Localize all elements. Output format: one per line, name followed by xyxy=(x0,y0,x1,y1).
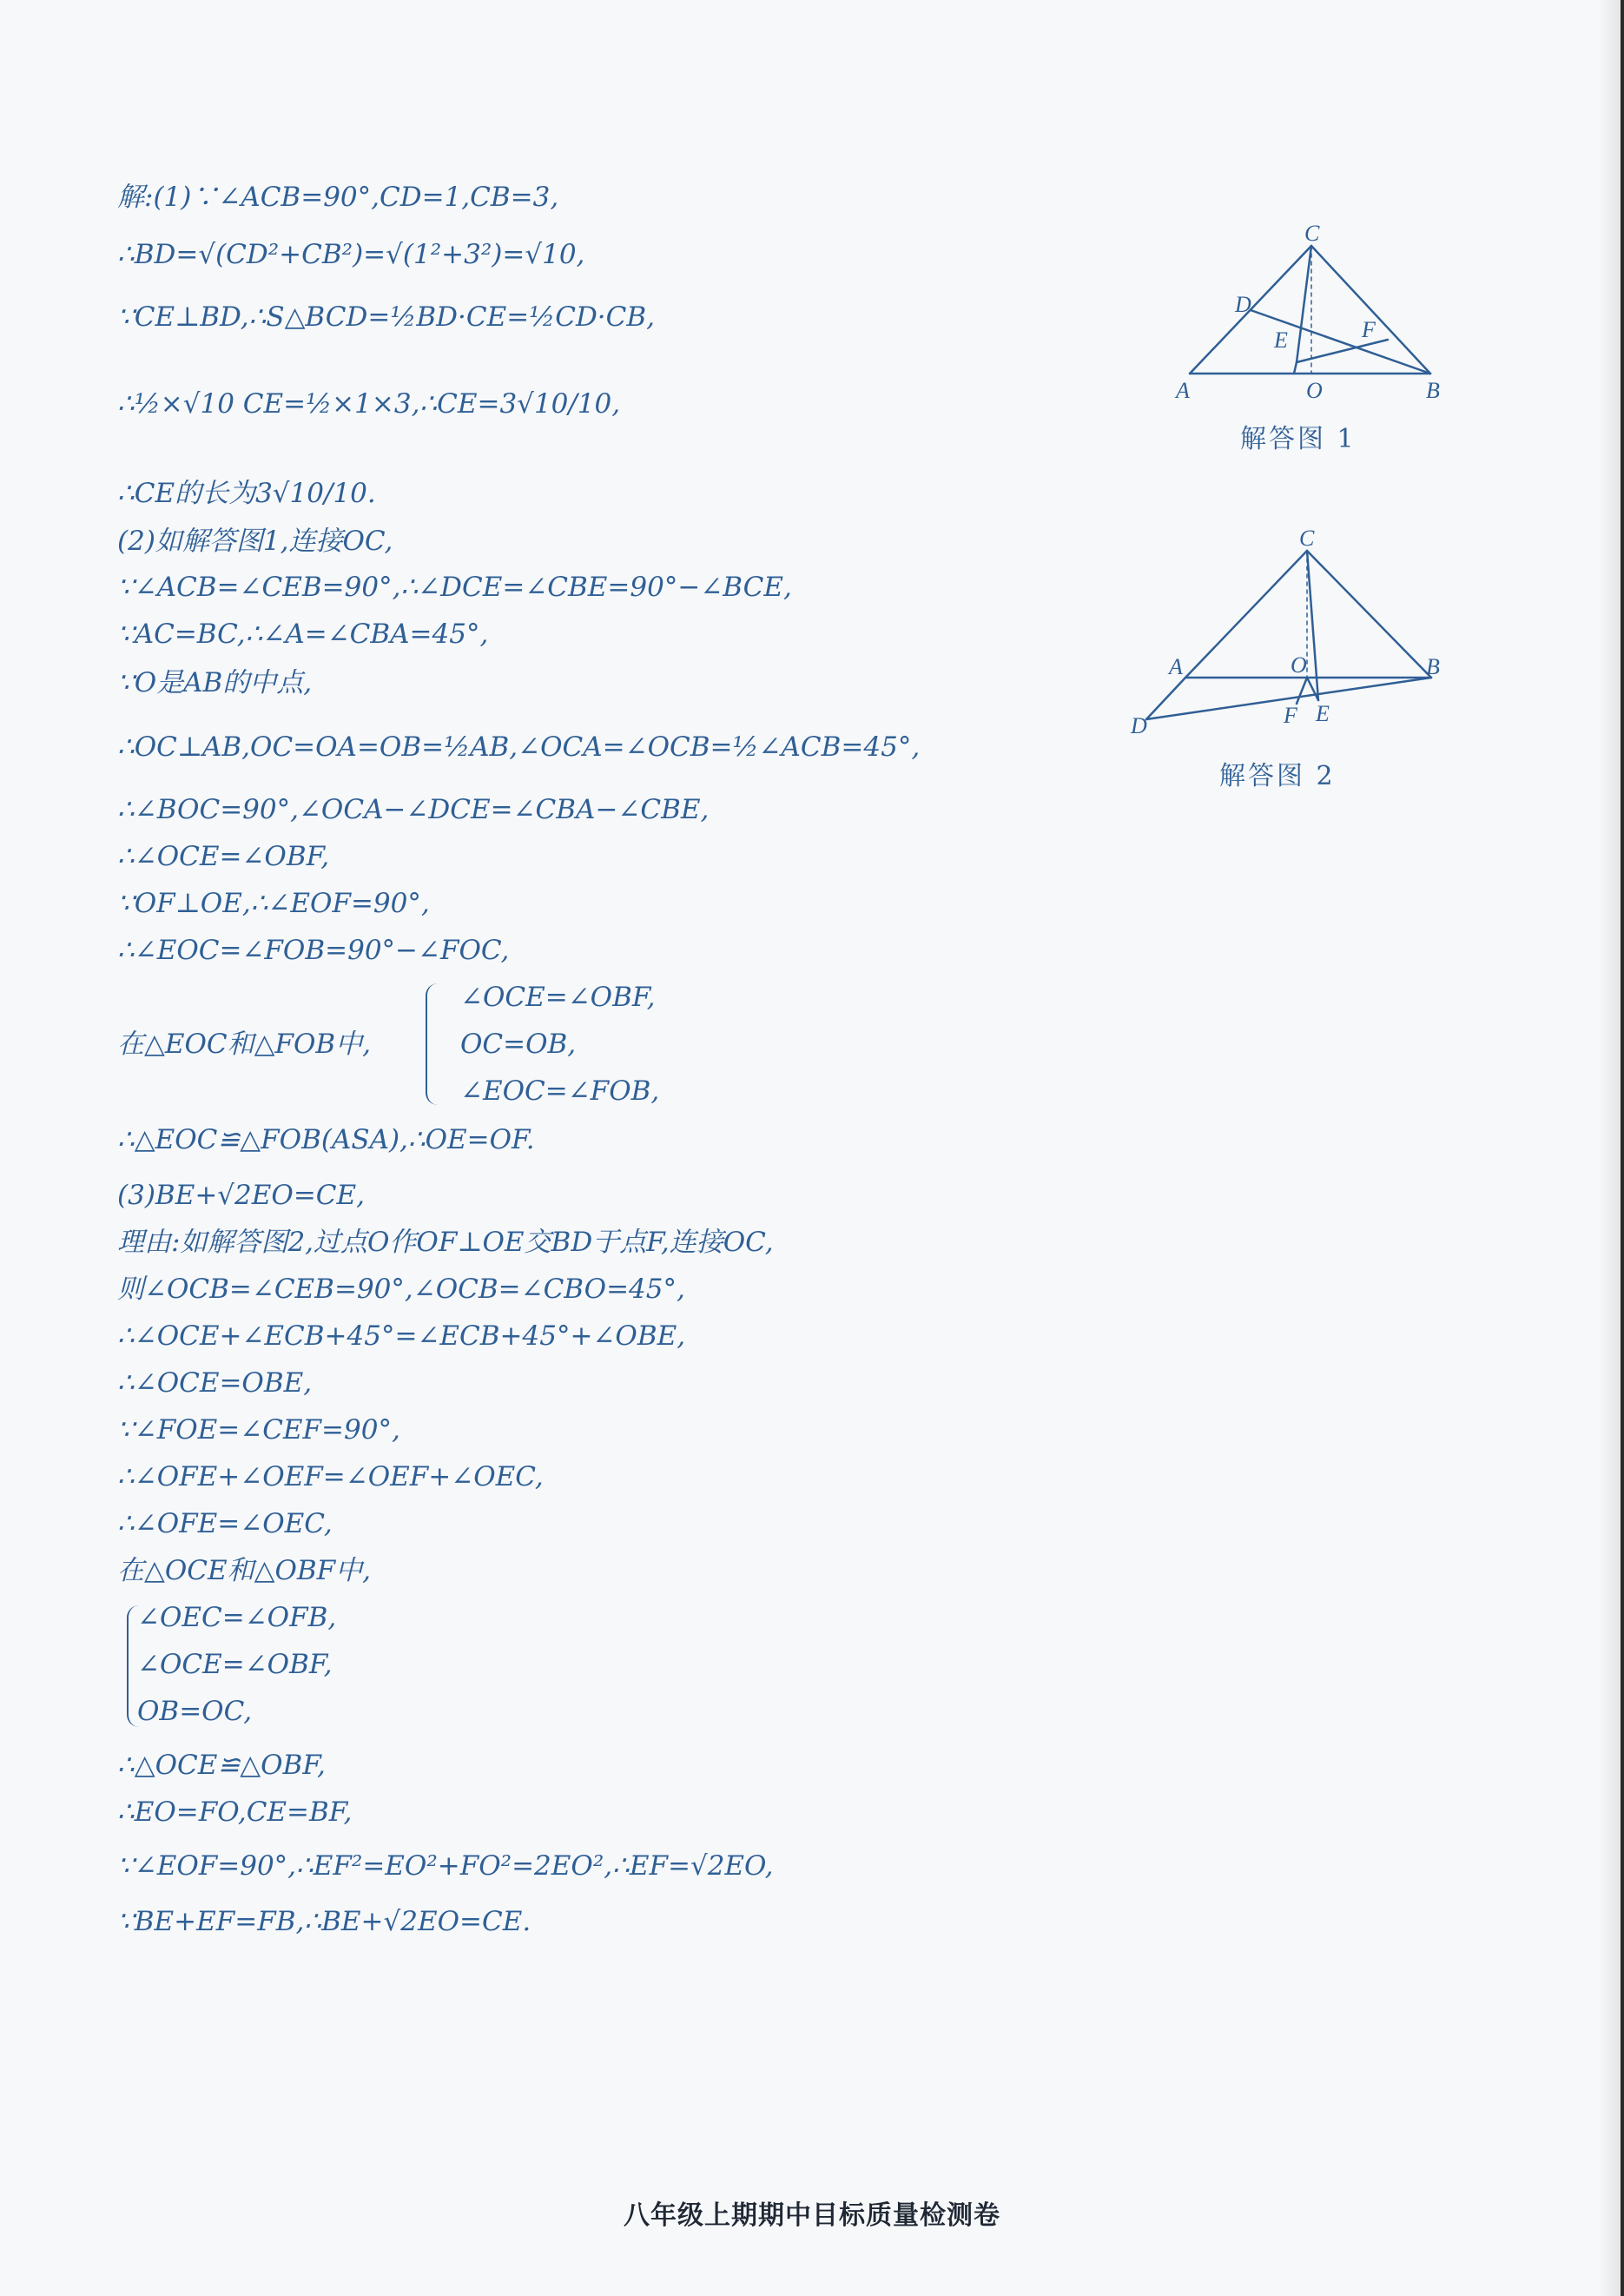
page-footer: 八年级上期期中目标质量检测卷 xyxy=(624,2200,1000,2231)
solution-line: 则∠OCB=∠CEB=90°,∠OCB=∠CBO=45°, xyxy=(117,1274,685,1305)
system-condition: ∠OEC=∠OFB, xyxy=(137,1602,337,1633)
solution-line: ∵∠FOE=∠CEF=90°, xyxy=(117,1414,400,1446)
figure-2 xyxy=(1120,530,1459,742)
solution-line: ∴∠EOC=∠FOB=90°−∠FOC, xyxy=(117,935,510,966)
system-condition: ∠OCE=∠OBF, xyxy=(460,982,656,1013)
figure-1-label-o: O xyxy=(1306,378,1323,403)
figure-1-label-b: B xyxy=(1426,378,1440,403)
solution-line: (2)如解答图1,连接OC, xyxy=(117,526,393,557)
figure-2-label-a: A xyxy=(1169,654,1183,679)
page-edge-shadow xyxy=(1598,0,1621,2296)
figure-1-label-a: A xyxy=(1176,378,1190,403)
figure-1-label-c: C xyxy=(1304,222,1320,246)
system-condition: OB=OC, xyxy=(137,1696,253,1727)
solution-line: ∴½×√10 CE=½×1×3,∴CE=3√10/10, xyxy=(117,388,621,420)
solution-line: 理由:如解答图2,过点O作OF⊥OE交BD于点F,连接OC, xyxy=(117,1227,774,1258)
system-condition: OC=OB, xyxy=(460,1029,577,1060)
solution-line: ∴BD=√(CD²+CB²)=√(1²+3²)=√10, xyxy=(117,239,585,270)
figure-1-caption: 解答图 1 xyxy=(1240,424,1357,454)
page-edge xyxy=(1621,0,1624,2296)
solution-line: ∴∠OCE=∠OBF, xyxy=(117,841,330,872)
solution-line: ∵BE+EF=FB,∴BE+√2EO=CE. xyxy=(117,1906,531,1937)
system-condition: ∠EOC=∠FOB, xyxy=(460,1075,660,1107)
solution-line: ∴∠OCE+∠ECB+45°=∠ECB+45°+∠OBE, xyxy=(117,1320,686,1352)
figure-1-label-f: F xyxy=(1362,317,1376,342)
solution-line: ∵CE⊥BD,∴S△BCD=½BD·CE=½CD·CB, xyxy=(117,301,656,333)
solution-line: (3)BE+√2EO=CE, xyxy=(117,1180,365,1211)
solution-line: ∵O是AB的中点, xyxy=(117,667,313,698)
figure-2-label-e: E xyxy=(1316,701,1330,726)
solution-line: ∴CE的长为3√10/10. xyxy=(117,478,376,509)
solution-line: ∴△EOC≌△FOB(ASA),∴OE=OF. xyxy=(117,1124,535,1155)
figure-2-label-o: O xyxy=(1291,652,1307,678)
figure-2-label-c: C xyxy=(1299,530,1315,551)
system-intro: 在△EOC和△FOB中, xyxy=(117,1029,372,1060)
solution-line: ∵OF⊥OE,∴∠EOF=90°, xyxy=(117,888,430,919)
figure-2-label-f: F xyxy=(1284,703,1297,728)
solution-line: ∴∠BOC=90°,∠OCA−∠DCE=∠CBA−∠CBE, xyxy=(117,794,710,825)
figure-1-label-e: E xyxy=(1274,328,1288,353)
solution-line: ∴∠OFE+∠OEF=∠OEF+∠OEC, xyxy=(117,1461,544,1492)
system-condition: ∠OCE=∠OBF, xyxy=(137,1649,333,1680)
figure-2-label-b: B xyxy=(1426,654,1440,679)
solution-line: ∴EO=FO,CE=BF, xyxy=(117,1796,353,1828)
figure-1-label-d: D xyxy=(1235,292,1251,317)
solution-line: ∴OC⊥AB,OC=OA=OB=½AB,∠OCA=∠OCB=½∠ACB=45°, xyxy=(117,731,921,763)
solution-line: ∵∠EOF=90°,∴EF²=EO²+FO²=2EO²,∴EF=√2EO, xyxy=(117,1850,774,1882)
system-brace xyxy=(426,983,450,1105)
system-intro: 在△OCE和△OBF中, xyxy=(117,1555,372,1586)
solution-line: ∵∠ACB=∠CEB=90°,∴∠DCE=∠CBE=90°−∠BCE, xyxy=(117,572,792,603)
figure-2-caption: 解答图 2 xyxy=(1219,761,1336,791)
solution-line: ∴∠OCE=OBE, xyxy=(117,1367,313,1399)
solution-line: ∵AC=BC,∴∠A=∠CBA=45°, xyxy=(117,619,489,650)
figure-2-label-d: D xyxy=(1131,713,1147,738)
solution-line: ∴△OCE≌△OBF, xyxy=(117,1750,326,1781)
solution-line: ∴∠OFE=∠OEC, xyxy=(117,1508,333,1539)
solution-line: 解:(1)∵∠ACB=90°,CD=1,CB=3, xyxy=(117,182,559,213)
figure-1 xyxy=(1164,222,1450,412)
